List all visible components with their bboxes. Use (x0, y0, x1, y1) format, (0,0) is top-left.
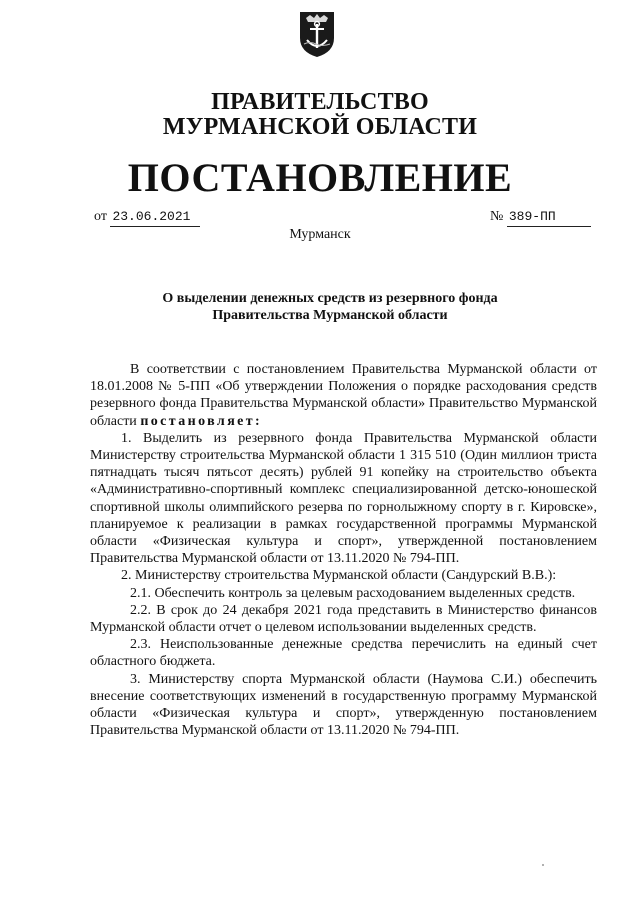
document-date (94, 208, 200, 227)
scan-speck (542, 864, 544, 866)
coat-of-arms-icon (298, 10, 336, 58)
subject-line1: О выделении денежных средств из резервного фонда (162, 291, 498, 306)
document-number (490, 208, 591, 227)
org-name-line2: МУРМАНСКОЙ ОБЛАСТИ (162, 114, 478, 140)
clause-2-1: 2.1. Обеспечить контроль за целевым расходованием выделенных средств. (130, 585, 576, 601)
clause-3: 3. Министерству спорта Мурманской области (Наумова С.И.) обеспечить внесение соответствующих изменений в государственную программу Мурманской области «Физическая культура и спорт», утвержденную постановлением Правительства Мурманской области от 13.11.2020 № 794-ПП. (90, 671, 597, 739)
decree-word: постановляет: (140, 413, 263, 429)
number-prefix: № (490, 209, 504, 224)
subject-line2: Правительства Мурманской области (212, 308, 448, 323)
document-subject (130, 290, 530, 324)
intro-paragraph (90, 361, 597, 430)
document-body (90, 361, 597, 739)
city-name: Мурманск (289, 227, 351, 242)
org-name-line1: ПРАВИТЕЛЬСТВО (211, 89, 429, 115)
number-value: 389-ПП (507, 208, 591, 227)
clause-1: 1. Выделить из резервного фонда Правительства Мурманской области Министерству строительства Мурманской области 1 315 510 (Один миллион триста пятнадцать тысяч пятьсот десять) рублей 91 копейку на строительство объекта «Административно-спортивный комплекс специализированной детско-юношеской спортивной школы олимпийского резерва по горнолыжному спорту в г. Кировске», планируемое к реализации в рамках государственной программы Мурманской области «Физическая культура и спорт», утвержденной постановлением Правительства Мурманской области от 13.11.2020 № 794-ПП. (90, 430, 597, 567)
clause-2: 2. Министерству строительства Мурманской области (Сандурский В.В.): (121, 568, 557, 584)
intro-text: В соответствии с постановлением Правительства Мурманской области от 18.01.2008 № 5-ПП «Об утверждении Положения о порядке расходования средств резервного фонда Правительства Мурманской области» Правительство Мурманской области (90, 362, 597, 429)
date-value: 23.06.2021 (110, 208, 200, 227)
document-type-title: ПОСТАНОВЛЕНИЕ (127, 155, 513, 200)
date-prefix: от (94, 209, 107, 224)
clause-2-2: 2.2. В срок до 24 декабря 2021 года представить в Министерство финансов Мурманской области отчет о целевом использовании выделенных средств. (90, 602, 597, 636)
clause-2-3: 2.3. Неиспользованные денежные средства перечислить на единый счет областного бюджета. (90, 637, 597, 670)
